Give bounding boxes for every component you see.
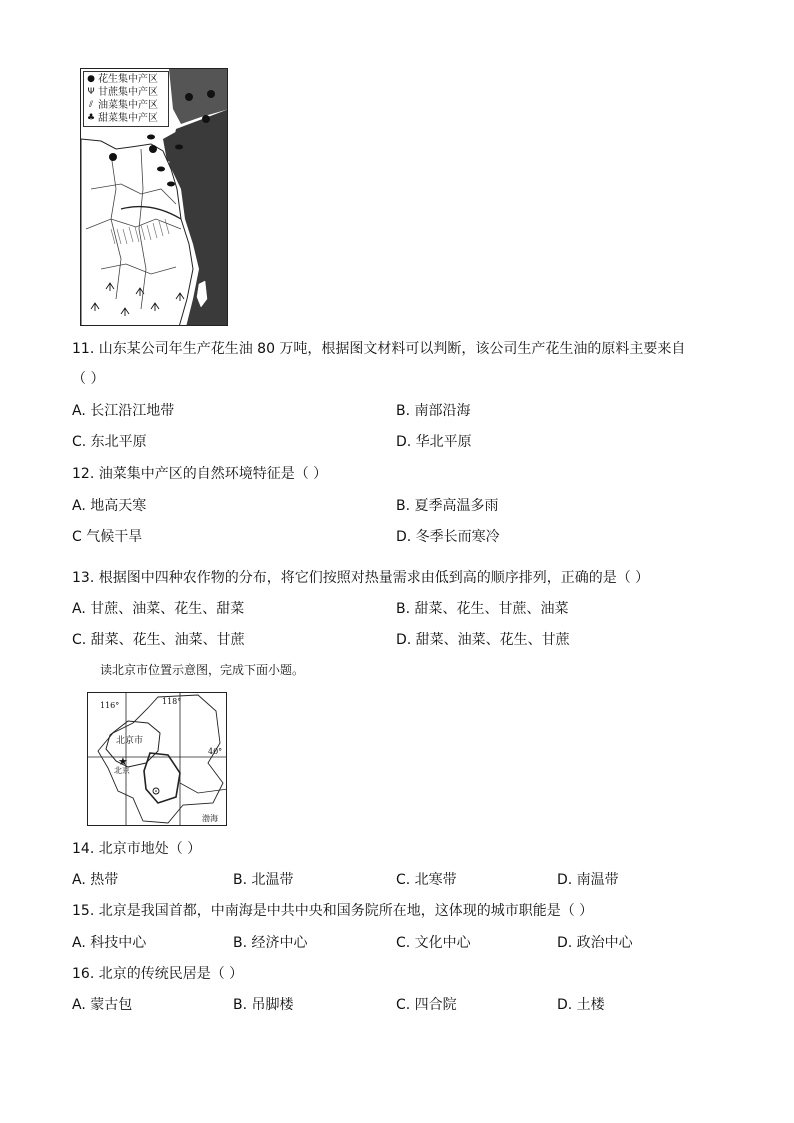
q15-option-a[interactable]: A. 科技中心 (72, 935, 147, 951)
legend-item-peanut (86, 73, 166, 86)
q15-option-d[interactable]: D. 政治中心 (557, 935, 633, 951)
beijing-capital-label: 北京 (114, 766, 130, 775)
q14-option-c[interactable]: C. 北寒带 (396, 872, 457, 888)
q16-option-b[interactable]: B. 吊脚楼 (233, 997, 294, 1013)
sugarcane-icon: Ψ (87, 87, 95, 97)
question-13-stem: 13. 根据图中四种农作物的分布，将它们按照对热量需求由低到高的顺序排列，正确的是（ ） (72, 570, 650, 586)
q13-option-b[interactable]: B. 甜菜、花生、甘蔗、油菜 (396, 601, 569, 617)
beijing-location-map (87, 692, 227, 826)
q13-option-c[interactable]: C. 甜菜、花生、油菜、甘蔗 (72, 632, 245, 648)
q11-option-c[interactable]: C. 东北平原 (72, 434, 147, 450)
reading-intro: 读北京市位置示意图，完成下面小题。 (100, 663, 305, 677)
q11-option-a[interactable]: A. 长江沿江地带 (72, 403, 175, 419)
longitude-label-118: 118° (162, 697, 182, 706)
longitude-label-116: 116° (100, 701, 120, 710)
legend-label: 甜菜集中产区 (98, 113, 158, 124)
q15-option-b[interactable]: B. 经济中心 (233, 935, 308, 951)
rapeseed-icon: ⫽ (88, 100, 93, 110)
question-14-stem: 14. 北京市地处（ ） (72, 841, 202, 857)
question-12-stem: 12. 油菜集中产区的自然环境特征是（ ） (72, 466, 328, 482)
beijing-map-graphic (88, 693, 227, 826)
legend-item-rapeseed (86, 99, 166, 112)
question-11-paren: （ ） (72, 371, 105, 387)
legend-label: 花生集中产区 (98, 74, 158, 85)
q15-option-c[interactable]: C. 文化中心 (396, 935, 471, 951)
legend-label: 油菜集中产区 (98, 100, 158, 111)
q16-option-d[interactable]: D. 土楼 (557, 997, 605, 1013)
q12-option-d[interactable]: D. 冬季长而寒冷 (396, 529, 500, 545)
svg-text:★: ★ (118, 755, 128, 768)
q12-option-c[interactable]: C 气候干旱 (72, 529, 143, 545)
map-legend (83, 71, 169, 127)
beijing-city-label: 北京市 (116, 736, 144, 746)
q12-option-b[interactable]: B. 夏季高温多雨 (396, 498, 499, 514)
peanut-icon: ● (87, 74, 95, 84)
question-16-stem: 16. 北京的传统民居是（ ） (72, 966, 244, 982)
q14-option-b[interactable]: B. 北温带 (233, 872, 294, 888)
beet-icon: ♣ (86, 113, 96, 123)
q14-option-d[interactable]: D. 南温带 (557, 872, 619, 888)
q11-option-b[interactable]: B. 南部沿海 (396, 403, 471, 419)
q16-option-c[interactable]: C. 四合院 (396, 997, 457, 1013)
crop-distribution-map (80, 68, 228, 326)
q12-option-a[interactable]: A. 地高天寒 (72, 498, 147, 514)
q14-option-a[interactable]: A. 热带 (72, 872, 119, 888)
legend-item-sugarcane (86, 86, 166, 99)
q16-option-a[interactable]: A. 蒙古包 (72, 997, 133, 1013)
latitude-label-40: 40° (208, 747, 223, 756)
legend-label: 甘蔗集中产区 (98, 87, 158, 98)
question-15-stem: 15. 北京是我国首都，中南海是中共中央和国务院所在地，这体现的城市职能是（ ） (72, 903, 594, 919)
q13-option-a[interactable]: A. 甘蔗、油菜、花生、甜菜 (72, 601, 245, 617)
question-11-stem: 11. 山东某公司年生产花生油 80 万吨，根据图文材料可以判断，该公司生产花生油的原料主要来自 (72, 341, 686, 357)
q13-option-d[interactable]: D. 甜菜、油菜、花生、甘蔗 (396, 632, 570, 648)
legend-item-beet (86, 112, 166, 125)
q11-option-d[interactable]: D. 华北平原 (396, 434, 472, 450)
bohai-sea-label: 渤海 (202, 814, 218, 823)
